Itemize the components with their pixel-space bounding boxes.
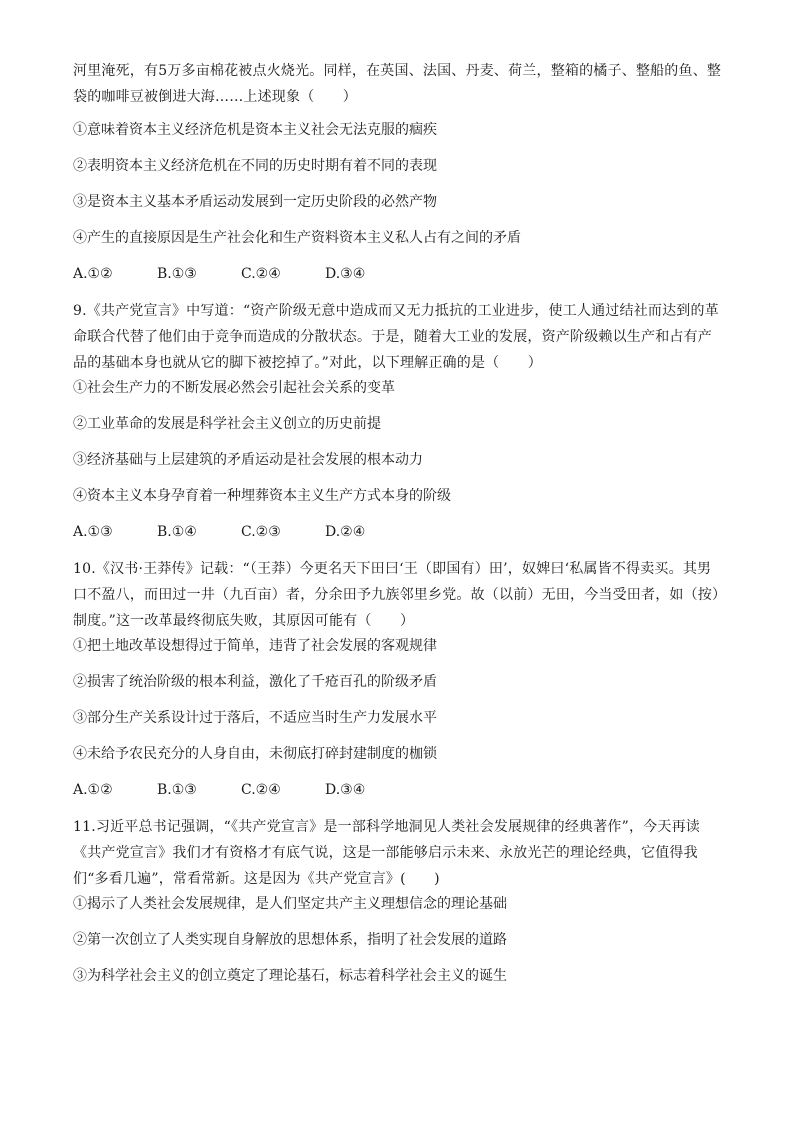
question-9-choices — [73, 522, 723, 542]
question-10 — [73, 556, 723, 800]
choice-c: C.②④ — [241, 782, 281, 798]
question-10-option-2: ②损害了统治阶级的根本利益，激化了千疮百孔的阶级矛盾 — [73, 674, 437, 690]
question-10-option-4: ④未给予农民充分的人身自由，未彻底打碎封建制度的枷锁 — [73, 746, 437, 762]
question-8-choices — [73, 264, 723, 284]
question-10-option-1: ①把土地改革设想得过于简单，违背了社会发展的客观规律 — [73, 638, 437, 654]
choice-b: B.①③ — [157, 266, 197, 282]
question-9-option-1: ①社会生产力的不断发展必然会引起社会关系的变革 — [73, 380, 395, 396]
choice-c: C.②④ — [241, 266, 281, 282]
question-11-option-2: ②第一次创立了人类实现自身解放的思想体系，指明了社会发展的道路 — [73, 932, 507, 948]
question-11-option-3: ③为科学社会主义的创立奠定了理论基石，标志着科学社会主义的诞生 — [73, 968, 507, 984]
choice-a: A.①② — [73, 266, 113, 282]
question-9-option-2: ②工业革命的发展是科学社会主义创立的历史前提 — [73, 416, 381, 432]
exam-page — [73, 58, 723, 1002]
question-9-option-3: ③经济基础与上层建筑的矛盾运动是社会发展的根本动力 — [73, 452, 423, 468]
question-10-option-3: ③部分生产关系设计过于落后，不适应当时生产力发展水平 — [73, 710, 437, 726]
choice-d: D.②④ — [325, 524, 366, 540]
question-9 — [73, 298, 723, 542]
choice-d: D.③④ — [325, 266, 366, 282]
question-11-option-1: ①揭示了人类社会发展规律，是人们坚定共产主义理想信念的理论基础 — [73, 896, 507, 912]
question-8-option-3: ③是资本主义基本矛盾运动发展到一定历史阶段的必然产物 — [73, 194, 437, 210]
choice-c: C.②③ — [241, 524, 281, 540]
choice-b: B.①④ — [157, 524, 197, 540]
choice-b: B.①③ — [157, 782, 197, 798]
choice-d: D.③④ — [325, 782, 366, 798]
question-10-stem: 10.《汉书·王莽传》记载：“（王莽）今更名天下田曰‘王（即国有）田’，奴婢曰‘私属皆不得卖买。其男口不盈八，而田过一井（九百亩）者，分余田予九族邻里乡党。故（以前）无田，今当受田者，如（按）制度。”这一改革最终彻底失败，其原因可能有（ ） — [73, 561, 720, 629]
question-8-option-2: ②表明资本主义经济危机在不同的历史时期有着不同的表现 — [73, 158, 437, 174]
question-10-choices — [73, 780, 723, 800]
question-8-option-1: ①意味着资本主义经济危机是资本主义社会无法克服的痼疾 — [73, 122, 437, 138]
choice-a: A.①③ — [73, 524, 113, 540]
question-11-stem: 11.习近平总书记强调，“《共产党宣言》是一部科学地洞见人类社会发展规律的经典著作”，今天再读《共产党宣言》我们才有资格才有底气说，这是一部能够启示未来、永放光芒的理论经典，它值得我们“多看几遍”，常看常新。这是因为《共产党宣言》( ) — [73, 819, 700, 887]
question-8 — [73, 58, 723, 284]
choice-a: A.①② — [73, 782, 113, 798]
question-8-stem: 河里淹死，有5万多亩棉花被点火烧光。同样，在英国、法国、丹麦、荷兰，整箱的橘子、整船的鱼、整袋的咖啡豆被倒进大海……上述现象（ ） — [73, 63, 722, 105]
question-11 — [73, 814, 723, 986]
question-8-option-4: ④产生的直接原因是生产社会化和生产资料资本主义私人占有之间的矛盾 — [73, 230, 521, 246]
question-9-stem: 9.《共产党宣言》中写道：“资产阶级无意中造成而又无力抵抗的工业进步，使工人通过结社而达到的革命联合代替了他们由于竞争而造成的分散状态。于是，随着大工业的发展，资产阶级赖以生产和占有产品的基础本身也就从它的脚下被挖掉了。”对此，以下理解正确的是（ ） — [73, 303, 719, 371]
question-9-option-4: ④资本主义本身孕育着一种埋葬资本主义生产方式本身的阶级 — [73, 488, 451, 504]
